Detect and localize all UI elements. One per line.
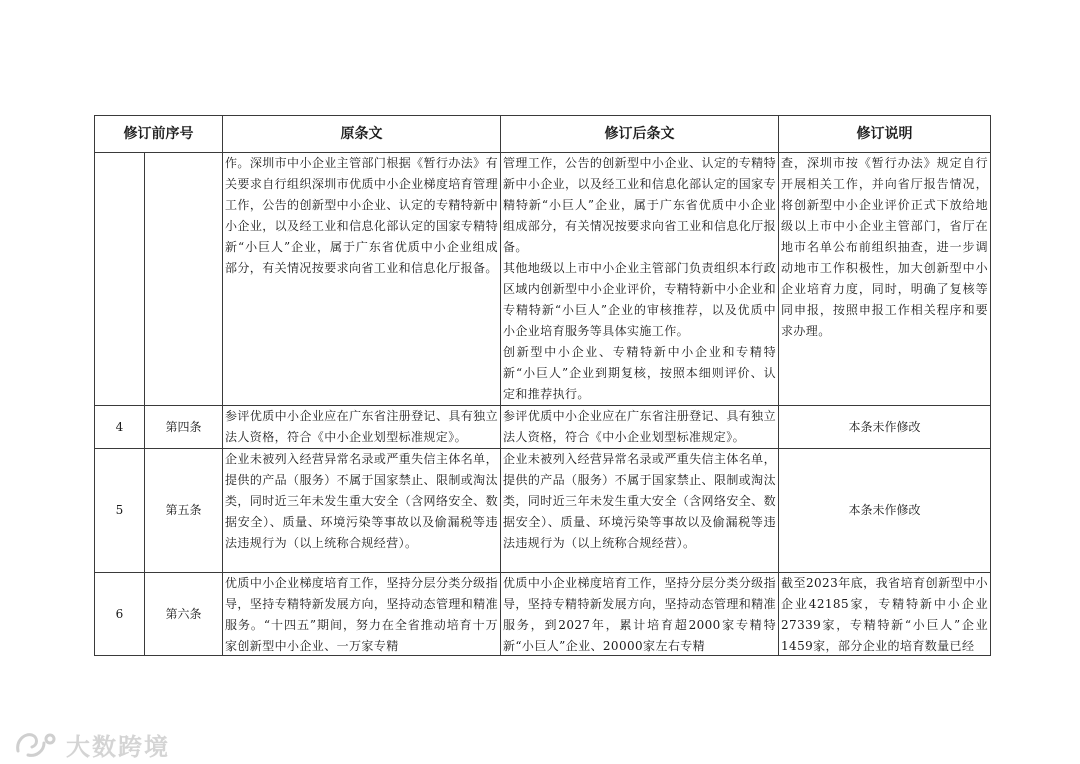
row-note: 本条未作修改	[779, 449, 991, 573]
row-note: 截至2023年底，我省培育创新型中小企业42185家，专精特新中小企业27339家，专精特新“小巨人”企业1459家，部分企业的培育数量已经	[781, 576, 988, 653]
row-number: 5	[95, 449, 145, 573]
row-article: 第四条	[145, 406, 223, 449]
table-row	[95, 406, 991, 449]
row-article: 第六条	[145, 573, 223, 656]
row-revised-text: 企业未被列入经营异常名录或严重失信主体名单，提供的产品（服务）不属于国家禁止、限制或淘汰类，同时近三年未发生重大安全（含网络安全、数据安全）、质量、环境污染等事故以及偷漏税等违法违规行为（以上统称合规经营）。	[501, 449, 779, 573]
revised-paragraph: 管理工作，公告的创新型中小企业、认定的专精特新中小企业，以及经工业和信息化部认定的国家专精特新“小巨人”企业，属于广东省优质中小企业组成部分，有关情况按要求向省工业和信息化厅报备。	[503, 156, 776, 254]
row-revised-text: 优质中小企业梯度培育工作，坚持分层分类分级指导，坚持专精特新发展方向，坚持动态管理和精准服务，到2027年，累计培育超2000家专精特新“小巨人”企业、20000家左右专精	[503, 576, 776, 653]
table-row	[95, 573, 991, 656]
row-original-text: 优质中小企业梯度培育工作，坚持分层分类分级指导，坚持专精特新发展方向，坚持动态管理和精准服务。“十四五”期间，努力在全省推动培育十万家创新型中小企业、一万家专精	[225, 576, 498, 653]
row-revised-text	[501, 153, 779, 406]
header-original-number: 修订前序号	[95, 116, 223, 153]
row-number	[95, 153, 145, 406]
row-note: 本条未作修改	[779, 406, 991, 449]
revised-paragraph: 其他地级以上市中小企业主管部门负责组织本行政区域内创新型中小企业评价，专精特新中小企业和专精特新“小巨人”企业的审核推荐，以及优质中小企业培育服务等具体实施工作。	[503, 261, 776, 338]
table-row	[95, 153, 991, 406]
row-note: 查，深圳市按《暂行办法》规定自行开展相关工作，并向省厅报告情况，将创新型中小企业评价正式下放给地级以上市中小企业主管部门，省厅在地市名单公布前组织抽查，进一步调动地市工作积极性，加大创新型中小企业培育力度，同时，明确了复核等同申报，按照申报工作相关程序和要求办理。	[779, 153, 991, 406]
row-article	[145, 153, 223, 406]
header-revised-text: 修订后条文	[501, 116, 779, 153]
brand-logo-icon	[14, 729, 60, 759]
header-revision-note: 修订说明	[779, 116, 991, 153]
row-original-text: 参评优质中小企业应在广东省注册登记、具有独立法人资格，符合《中小企业划型标准规定》。	[223, 406, 501, 449]
header-original-text: 原条文	[223, 116, 501, 153]
row-revised-text: 参评优质中小企业应在广东省注册登记、具有独立法人资格，符合《中小企业划型标准规定》。	[501, 406, 779, 449]
revised-paragraph: 创新型中小企业、专精特新中小企业和专精特新“小巨人”企业到期复核，按照本细则评价、认定和推荐执行。	[503, 345, 776, 401]
table-row	[95, 449, 991, 573]
row-article: 第五条	[145, 449, 223, 573]
table-header-row	[95, 116, 991, 153]
watermark	[14, 726, 170, 762]
row-original-text: 企业未被列入经营异常名录或严重失信主体名单，提供的产品（服务）不属于国家禁止、限制或淘汰类，同时近三年未发生重大安全（含网络安全、数据安全）、质量、环境污染等事故以及偷漏税等违法违规行为（以上统称合规经营）。	[223, 449, 501, 573]
row-number: 4	[95, 406, 145, 449]
row-original-text: 作。深圳市中小企业主管部门根据《暂行办法》有关要求自行组织深圳市优质中小企业梯度培育管理工作，公告的创新型中小企业、认定的专精特新中小企业，以及经工业和信息化部认定的国家专精特新“小巨人”企业，属于广东省优质中小企业组成部分，有关情况按要求向省工业和信息化厅报备。	[223, 153, 501, 406]
row-number: 6	[95, 573, 145, 656]
watermark-text: 大数跨境	[66, 732, 170, 761]
revision-table	[94, 115, 991, 656]
